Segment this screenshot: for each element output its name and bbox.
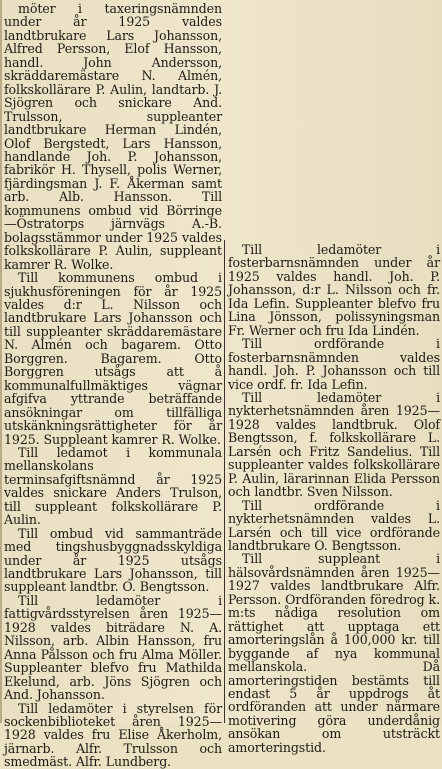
paragraph: Till ledamot i kommunala mellanskolans terminsafgiftsnämnd år 1925 valdes snickare Anders Trulson, till suppleant folkskollärare P. Aulin. xyxy=(4,444,222,528)
page-edge xyxy=(0,0,2,723)
paragraph: Till ombud vid sammanträde med tingshusbyggnadsskyldiga under år 1925 utsågs landtbrukare Lars Johansson, till suppleant landtbr. O. Bengtsson. xyxy=(4,525,222,595)
left-column xyxy=(4,2,222,769)
paragraph: Till ordförande i fosterbarnsnämnden valdes handl. Joh. P. Johansson och till vice ordf. fr. Ida Lefin. xyxy=(228,336,440,392)
paragraph: Till suppleant i hälsovårdsnämnden åren 1925—1927 valdes landtbrukare Alfr. Persson. Ordföranden föredrog k. m:ts nådiga resolution om rättighet att upptaga ett amorteringslån å 100,000 kr. till byggande af nya kommunal mellanskola. Då amorteringstiden bestämts till endast 5 år uppdrogs åt ordföranden att under närmare motivering göra underdånig ansökan om utsträckt amorteringstid. xyxy=(228,551,440,755)
paragraph: Till ordförande i nykterhetsnämnden valdes L. Larsén och till vice ordförande landtbrukare O. Bengtsson. xyxy=(228,497,440,553)
paragraph: möter i taxeringsnämnden under år 1925 valdes landtbrukare Lars Johansson, Alfred Persson, Elof Hansson, handl. John Andersson, skräddaremästare N. Almén, folkskollärare P. Aulin, landtarb. J. Sjögren och snickare And. Trulsson, suppleanter landtbrukare Herman Lindén, Olof Bergstedt, Lars Hansson, handlande Joh. P. Johansson, fabrikör H. Thysell, polis Werner, fjärdingsman J. F. Åkerman samt arb. Alb. Hansson. Till kommunens ombud vid Börringe—Östratorps järnvägs A.-B. bolagsstämmor under 1925 valdes folkskollärare P. Aulin, suppleant kamrer R. Wolke. xyxy=(4,1,222,272)
paragraph: Till ledamöter i nykterhetsnämnden åren 1925—1928 valdes landtbruk. Olof Bengtsson, f. folkskollärare L. Larsén och Fritz Sandelius. Till suppleanter valdes folkskollärare P. Aulin, lärarinnan Elida Persson och landtbr. Sven Nilsson. xyxy=(228,389,440,500)
paragraph: Till ledamöter i fosterbarnsnämnden under år 1925 valdes handl. Joh. P. Johansson, d:r L. Nilsson och fr. Ida Lefin. Suppleanter blefvo fru Lina Jönsson, polissyningsman Fr. Werner och fru Ida Lindén. xyxy=(228,242,440,338)
column-divider xyxy=(224,240,225,723)
right-column xyxy=(228,243,440,754)
paragraph: Till ledamöter i styrelsen för sockenbiblioteket åren 1925—1928 valdes fru Elise Åkerholm, järnarb. Alfr. Trulsson och smedmäst. Alfr. Lundberg. xyxy=(4,700,222,769)
paragraph: Till kommunens ombud i sjukhusföreningen för år 1925 valdes d:r L. Nilsson och landtbrukare Lars Johansson och till suppleanter skräddaremästare N. Almén och bagarem. Otto Borggren. Bagarem. Otto Borggren utsågs att å kommunalfullmäktiges vägnar afgifva yttrande beträffande ansökningar om tillfälliga utskänkningsrättigheter för år 1925. Suppleant kamrer R. Wolke. xyxy=(4,270,222,447)
paragraph: Till ledamöter i fattigvårdsstyrelsen åren 1925—1928 valdes biträdare N. A. Nilsson, arb. Albin Hansson, fru Anna Pålsson och fru Alma Möller. Suppleanter blefvo fru Mathilda Ekelund, arb. Jöns Sjögren och And. Johansson. xyxy=(4,592,222,703)
